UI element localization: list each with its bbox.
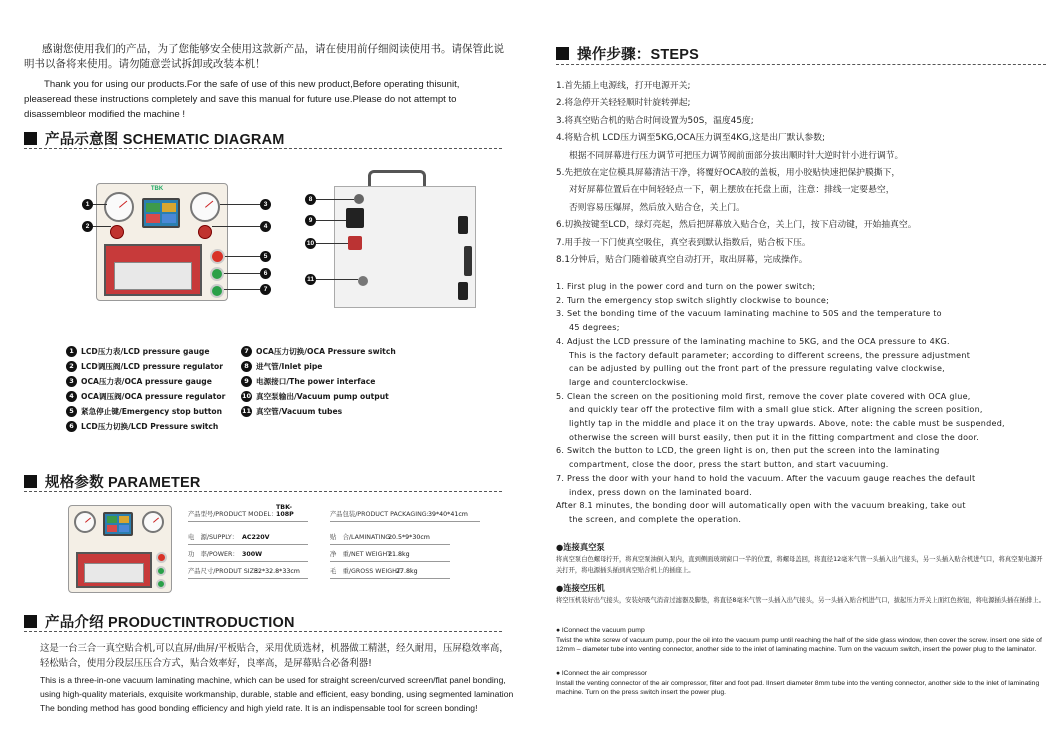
step-line: 2.将急停开关轻轻顺时针旋转弹起; xyxy=(556,98,691,109)
control-screen xyxy=(103,512,133,536)
callout-2: 2 xyxy=(82,221,93,232)
callout-10: 10 xyxy=(306,240,315,247)
parameter-heading-text: 规格参数 PARAMETER xyxy=(45,475,201,491)
legend-item: 7 OCA压力切换/OCA Pressure switch xyxy=(241,344,396,359)
callout-9: 9 xyxy=(305,215,316,226)
divider xyxy=(24,148,502,149)
callout-7: 7 xyxy=(260,284,271,295)
legend-right xyxy=(241,344,396,419)
step-line: 5. Clean the screen on the positioning mold first, remove the cover plate covered with OCA glue, xyxy=(556,391,971,401)
square-bullet-icon xyxy=(24,615,37,628)
step-line: 否则容易压爆屏，然后放入贴合仓，关上门。 xyxy=(569,202,745,213)
square-bullet-icon xyxy=(24,132,37,145)
oca-switch-icon xyxy=(210,284,224,298)
step-line: 对好屏幕位置后在中间轻轻点一下，朝上摆放在托盘上面，注意：排线一定要悬空， xyxy=(569,185,895,196)
step-line: compartment, close the door, press the start button, and start vacuuming. xyxy=(569,460,889,470)
schematic-heading-text: 产品示意图 SCHEMATIC DIAGRAM xyxy=(45,132,285,148)
emergency-stop-icon xyxy=(210,249,225,264)
side-latch xyxy=(464,246,472,276)
oca-pressure-gauge-icon xyxy=(190,192,220,222)
emergency-stop-icon xyxy=(156,552,167,563)
step-line: 7.用手按一下门使真空吸住，真空表到默认指数后，贴合板下压。 xyxy=(556,237,811,248)
left-column xyxy=(24,0,514,750)
lcd-pressure-gauge-icon xyxy=(74,511,96,533)
callout-5: 5 xyxy=(260,251,271,262)
step-line: and quickly tear off the protective film with a small glue stick. After aligning the screen position, xyxy=(569,405,983,415)
right-column xyxy=(556,0,1046,750)
callout-3: 3 xyxy=(260,199,271,210)
step-line: 1.首先插上电源线，打开电源开关; xyxy=(556,81,691,91)
product-intro-english: This is a three-in-one vacuum laminating machine, which can be used for straight screen/curved screen/flat panel bonding, using high-quality materials, exquisite workmanship, durable, stable and efficient, easy bonding, using segmented lamination The bonding method has good bonding efficiency and high yield rate. It is an indispensable tool for screen bonding! xyxy=(40,675,514,714)
connect-air-compressor-en xyxy=(556,669,1048,698)
param-row: 功 率/POWER： 300W xyxy=(188,546,308,562)
oca-regulator-knob-icon xyxy=(198,225,212,239)
connect-air-text: 将空压机装好出气接头，安装好吸气消音过滤器及脚垫，将直径8毫米气管一头插入出气接头，另一头插入贴合机进气口，拔起压力开关上面红色按钮，将电源插头插在插排上。 xyxy=(556,597,1045,604)
lcd-pressure-gauge-icon xyxy=(104,192,134,222)
power-interface-icon xyxy=(346,208,364,228)
step-line: This is the factory default parameter; according to different screens, the pressure adjustment xyxy=(569,350,971,360)
step-line: 3. Set the bonding time of the vacuum laminating machine to 50S and the temperature to xyxy=(556,309,942,319)
schematic-heading xyxy=(24,128,285,149)
square-bullet-icon xyxy=(24,475,37,488)
legend-item: 3 OCA压力表/OCA pressure gauge xyxy=(66,374,225,389)
param-row: 产品包装/PRODUCT PACKAGING: 39*40*41cm xyxy=(330,506,480,522)
step-line: 2. Turn the emergency stop switch slightly clockwise to bounce; xyxy=(556,295,830,305)
step-line: 6. Switch the button to LCD, the green light is on, then put the screen into the laminating xyxy=(556,446,940,456)
connect-pump-en-text: Twist the white screw of vacuum pump, pour the oil into the vacuum pump until reaching the half of the side glass window, then cover the screw. insert one side of 12mm – diameter tube into venting connector, another side to the inlet of laminating machine. Turn on the vacuum switch, insert the power plug to the laminator. xyxy=(556,636,1042,653)
steps-chinese xyxy=(556,78,1046,269)
connect-pump-en-title: ● lConnect the vacuum pump xyxy=(556,627,645,634)
param-row: 毛 重/GROSS WEIGHT: 27.8kg xyxy=(330,563,450,579)
connect-air-compressor-cn xyxy=(556,582,1048,606)
product-heading xyxy=(24,611,295,632)
callout-4: 4 xyxy=(260,221,271,232)
step-line: 3.将真空贴合机的贴合时间设置为50S，温度45度; xyxy=(556,115,754,126)
product-intro-chinese: 这是一台三合一真空贴合机,可以直屏/曲屏/平板贴合，采用优质选材，机器做工精湛，经久耐用，压屏稳效率高，轻松贴合，使用分段层压压合方式，贴合效率好，良率高，是屏幕贴合必备利器! xyxy=(40,643,509,669)
step-line: otherwise the screen will burst easily, then put it in the fitting compartment and close the door. xyxy=(569,432,980,442)
step-line: 8.1分钟后，贴合门随着破真空自动打开，取出屏幕，完成操作。 xyxy=(556,255,808,266)
param-row: 产品型号/PRODUCT MODEL： TBK-108P xyxy=(188,506,308,522)
divider xyxy=(556,64,1046,65)
steps-english xyxy=(556,280,1048,527)
legend-item: 11 真空管/Vacuum tubes xyxy=(241,407,343,416)
step-line: the screen, and complete the operation. xyxy=(569,514,742,524)
legend-item: 8 进气管/Inlet pipe xyxy=(241,359,396,374)
oca-pressure-gauge-icon xyxy=(142,511,164,533)
legend-item: 2 LCD调压阀/LCD pressure regulator xyxy=(66,359,225,374)
param-row: 产品尺寸/PRODUT SIZE: 32*32.8*33cm xyxy=(188,563,308,579)
legend-item: 10 真空泵输出/Vacuum pump output xyxy=(241,392,389,401)
lcd-switch-icon xyxy=(210,267,224,281)
step-line: lightly tap in the middle and place it on the tray upwards. Above, note: the cable must be suspended, xyxy=(569,419,1005,429)
step-line: 4.将贴合机 LCD压力调至5KG,OCA压力调至4KG,这是出厂默认参数; xyxy=(556,133,825,144)
steps-heading xyxy=(556,43,699,64)
oca-switch-icon xyxy=(156,579,166,589)
connect-pump-title: ●连接真空泵 xyxy=(556,542,605,552)
intro-chinese: 感谢您使用我们的产品，为了您能够安全使用这款新产品，请在使用前仔细阅读使用书。请保管此说明书以备将来使用。请勿随意尝试拆卸或改装本机！ xyxy=(24,43,504,70)
lcd-regulator-knob-icon xyxy=(110,225,124,239)
legend-item: 6 LCD压力切换/LCD Pressure switch xyxy=(66,419,225,434)
param-row: 电 源/SUPPLY： AC220V xyxy=(188,529,308,545)
brand-logo: TBK xyxy=(150,186,164,192)
inlet-pipe-icon xyxy=(354,194,364,204)
intro-english: Thank you for using our products.For the safe of use of this new product,Before operating thisunit, pleaseread these instructions completely and save this manual for future use.Please do not attempt to disassembleor modified the machine ! xyxy=(24,79,460,120)
connect-pump-text: 将真空泵白色螺母拧开，将真空泵油倒入泵内，直到侧面玻璃窗口一半的位置，将螺母盖回，将直径12毫米气管一头插入出气接头，另一头插入贴合机进气口，将真空泵电源开关打开，将电源插头插到真空贴合机上的插座上。 xyxy=(556,556,1043,575)
connect-air-en-title: ● lConnect the air compressor xyxy=(556,670,647,677)
callout-11: 11 xyxy=(305,274,316,285)
step-line: 4. Adjust the LCD pressure of the laminating machine to 5KG, and the OCA pressure to 4KG. xyxy=(556,336,950,346)
legend-left xyxy=(66,344,225,434)
step-line: 根据不同屏幕进行压力调节可把压力调节阀前面部分拔出顺时针大逆时针小进行调节。 xyxy=(569,150,904,161)
vacuum-pump-output-icon xyxy=(348,236,362,250)
product-heading-text: 产品介绍 PRODUCTINTRODUCTION xyxy=(45,615,295,631)
parameter-heading xyxy=(24,471,201,492)
param-row: 贴 合/LAMINATING: 20.5*9*30cm xyxy=(330,529,450,545)
connect-vacuum-pump-en xyxy=(556,626,1048,655)
control-screen xyxy=(142,198,180,228)
vacuum-tube-port-icon xyxy=(358,276,368,286)
legend-item: 4 OCA调压阀/OCA pressure regulator xyxy=(66,389,225,404)
tray-window xyxy=(114,262,192,290)
step-line: index, press down on the laminated board. xyxy=(569,487,752,497)
step-line: large and counterclockwise. xyxy=(569,377,689,387)
hinge-bottom xyxy=(458,282,468,300)
connect-air-en-text: Install the venting connector of the air compressor, filter and foot pad. lInsert diameter 8mm tube into the venting connector, another side to the inlet of laminating machine. Turn on the press switch insert the power plug. xyxy=(556,679,1040,696)
step-line: 5.先把放在定位模具屏幕清洁干净，将覆好OCA胶的盖板，用小胶贴快速把保护膜撕下， xyxy=(556,168,901,179)
connect-air-title: ●连接空压机 xyxy=(556,583,605,593)
step-line: can be adjusted by pulling out the front part of the pressure regulating valve clockwise, xyxy=(569,364,945,374)
step-line: 1. First plug in the power cord and turn on the power switch; xyxy=(556,282,816,291)
hinge-top xyxy=(458,216,468,234)
step-line: 7. Press the door with your hand to hold the vacuum. After the vacuum gauge reaches the default xyxy=(556,473,976,483)
legend-item: 1 LCD压力表/LCD pressure gauge xyxy=(66,344,225,359)
connect-vacuum-pump-cn xyxy=(556,541,1048,576)
lcd-switch-icon xyxy=(156,566,166,576)
callout-1: 1 xyxy=(82,199,93,210)
step-line: 6.切换按键至LCD，绿灯亮起，然后把屏幕放入贴合仓，关上门，按下启动键，开始抽真空。 xyxy=(556,220,917,231)
callout-6: 6 xyxy=(260,268,271,279)
divider xyxy=(24,491,502,492)
param-row: 净 重/NET WEIGHT: 21.8kg xyxy=(330,546,450,562)
step-line: After 8.1 minutes, the bonding door will automatically open with the vacuum breaking, take out xyxy=(556,501,966,511)
square-bullet-icon xyxy=(556,47,569,60)
callout-8: 8 xyxy=(305,194,316,205)
legend-item: 9 电源接口/The power interface xyxy=(241,374,396,389)
step-line: 45 degrees; xyxy=(569,323,620,333)
steps-heading-text: 操作步骤：STEPS xyxy=(577,47,700,63)
legend-item: 5 紧急停止键/Emergency stop button xyxy=(66,404,225,419)
divider xyxy=(24,631,502,632)
